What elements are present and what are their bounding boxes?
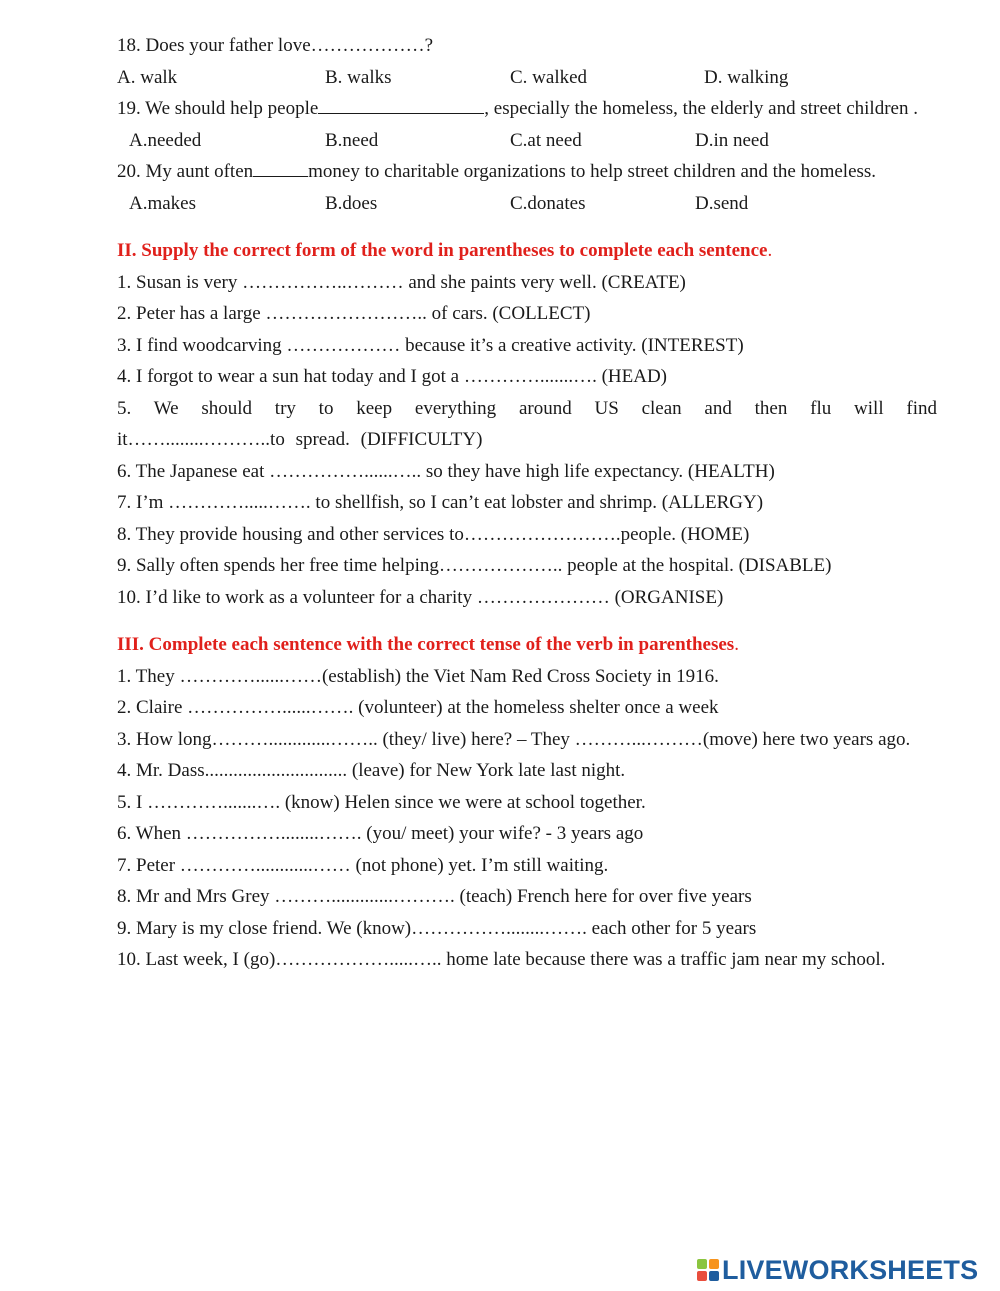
word-form-item-1: 1. Susan is very ……………..……… and she paints very well. (CREATE)	[117, 271, 686, 293]
verb-tense-item-2: 2. Claire ……………......……. (volunteer) at the homeless shelter once a week	[117, 697, 719, 718]
word-form-item-7: 7. I’m ………….....……. to shellfish, so I can’t eat lobster and shrimp. (ALLERGY)	[117, 492, 764, 513]
verb-tense-item-10: 10. Last week, I (go)……………….....….. home late because there was a traffic jam near my school.	[117, 949, 886, 970]
answer-blank[interactable]	[253, 160, 308, 177]
option-c[interactable]: C.at need	[510, 129, 582, 151]
question-20-start: 20. My aunt often	[117, 161, 254, 182]
verb-tense-item-3: 3. How long……….............…….. (they/ live) here? – They ………...………(move) here two years ago.	[117, 728, 911, 750]
question-20-end: money to charitable organizations to help street children and the homeless.	[308, 161, 877, 182]
section-2-heading: II. Supply the correct form of the word in parentheses to complete each sentence.	[117, 240, 773, 261]
worksheet-page	[117, 30, 937, 976]
option-a[interactable]: A. walk	[117, 66, 178, 88]
verb-tense-item-4: 4. Mr. Dass.............................. (leave) for New York late last night.	[117, 760, 626, 781]
word-form-item-6: 6. The Japanese eat ……………......….. so they have high life expectancy. (HEALTH)	[117, 460, 775, 482]
question-19-options	[117, 125, 937, 157]
verb-tense-item-6: 6. When ……………........……. (you/ meet) your wife? - 3 years ago	[117, 823, 644, 844]
section-3-heading: III. Complete each sentence with the correct tense of the verb in parentheses.	[117, 634, 739, 655]
liveworksheets-logo[interactable]	[697, 1253, 978, 1287]
question-18: 18. Does your father love………………?	[117, 35, 434, 56]
option-b[interactable]: B.need	[325, 129, 379, 151]
answer-blank[interactable]	[318, 97, 484, 114]
option-a[interactable]: A.makes	[129, 192, 197, 214]
section-2-heading-text: II. Supply the correct form of the word in parentheses to complete each sentence	[117, 240, 768, 261]
verb-tense-item-9: 9. Mary is my close friend. We (know)……………........……. each other for 5 years	[117, 917, 757, 939]
option-c[interactable]: C.donates	[510, 192, 586, 214]
option-b[interactable]: B. walks	[325, 66, 392, 88]
question-20-options	[117, 188, 937, 220]
option-b[interactable]: B.does	[325, 192, 378, 214]
verb-tense-item-5: 5. I ………….......…. (know) Helen since we were at school together.	[117, 791, 646, 813]
word-form-item-10: 10. I’d like to work as a volunteer for a charity ………………… (ORGANISE)	[117, 586, 724, 608]
option-d[interactable]: D.in need	[695, 129, 769, 151]
option-d[interactable]: D. walking	[704, 66, 789, 88]
logo-text: LIVEWORKSHEETS	[722, 1254, 979, 1285]
question-19	[117, 93, 937, 125]
verb-tense-item-1: 1. They …………......……(establish) the Viet Nam Red Cross Society in 1916.	[117, 665, 719, 687]
word-form-item-2: 2. Peter has a large …………………….. of cars. (COLLECT)	[117, 303, 591, 324]
option-a[interactable]: A.needed	[129, 129, 202, 151]
verb-tense-item-8: 8. Mr and Mrs Grey ……….............………. (teach) French here for over five years	[117, 886, 752, 907]
verb-tense-item-7: 7. Peter …………............…… (not phone) yet. I’m still waiting.	[117, 854, 609, 876]
question-19-end: , especially the homeless, the elderly and street children .	[484, 98, 918, 119]
question-20	[117, 156, 937, 188]
question-19-start: 19. We should help people	[117, 98, 319, 119]
option-c[interactable]: C. walked	[510, 66, 588, 88]
word-form-item-5: 5. We should try to keep everything around US clean and then flu will find it……........………..to spread. (DIFFICULTY)	[117, 397, 937, 450]
word-form-item-4: 4. I forgot to wear a sun hat today and I got a ………….......…. (HEAD)	[117, 366, 668, 387]
option-d[interactable]: D.send	[695, 192, 749, 214]
logo-blocks-icon	[697, 1259, 719, 1281]
word-form-item-3: 3. I find woodcarving ……………… because it’s a creative activity. (INTEREST)	[117, 334, 744, 356]
word-form-item-9: 9. Sally often spends her free time helping……………….. people at the hospital. (DISABLE)	[117, 555, 832, 576]
word-form-item-8: 8. They provide housing and other services to…………………….people. (HOME)	[117, 523, 750, 545]
section-3-heading-text: III. Complete each sentence with the correct tense of the verb in parentheses	[117, 634, 735, 655]
question-18-options	[117, 62, 937, 94]
